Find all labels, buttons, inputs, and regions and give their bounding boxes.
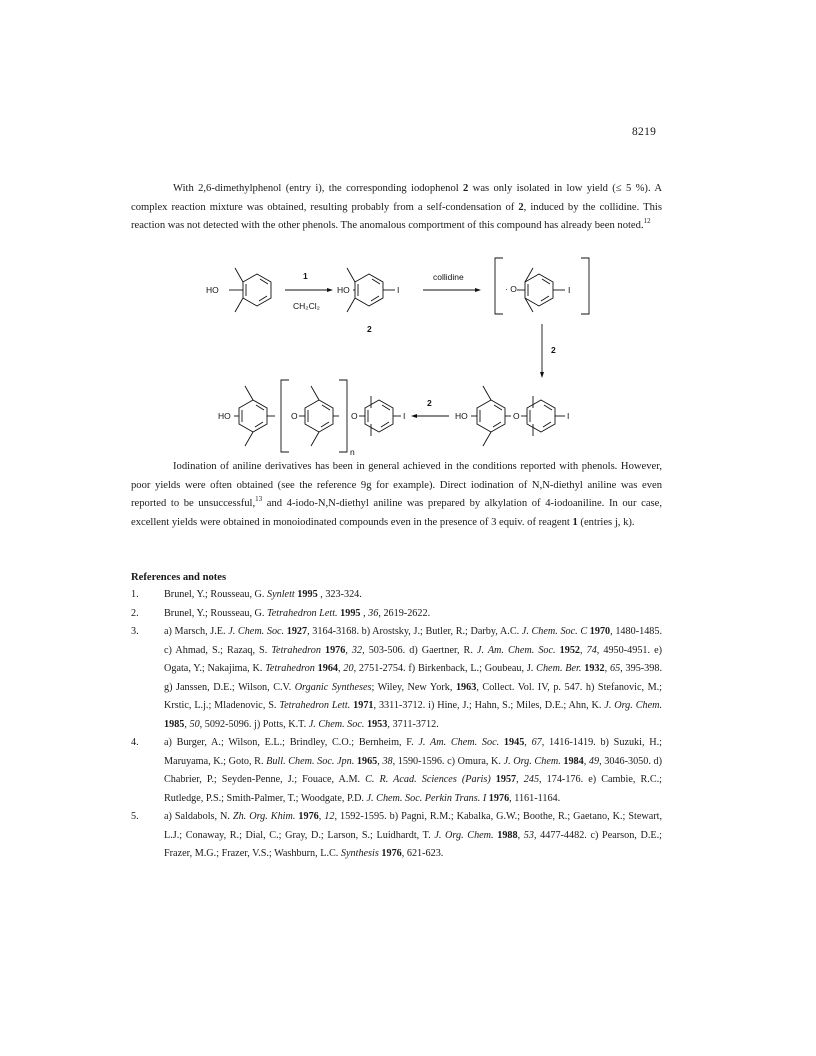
reference-item: 1. Brunel, Y.; Rousseau, G. Synlett 1995 , 323-324. (131, 589, 362, 600)
reference-item: 2. Brunel, Y.; Rousseau, G. Tetrahedron Lett. 1995 , 36, 2619-2622. (131, 607, 431, 619)
reference-item: 4. a) Burger, A.; Wilson, E.L.; Brindley, C.O.; Bernheim, F. J. Am. Chem. Soc. 1945, 67, 1416-1419. b) Suzuki, H.; Maruyama, K.; Goto, R. Bull. Chem. Soc. Jpn. 1965, 38, 1590-1596. c) Omura, K. J. Org. Chem. 1984, 49, 3046-3050. d) Chabrier, P.; Seyden-Penne, J.; Fouace, A.M. C. R. Acad. Sciences (Paris) 1957, 245, 174-176. e) Cambie, R.C.; Rutledge, P.S.; Smith-Palmer, T.; Woodgate, P.D. J. Chem. Soc. Perkin Trans. I 1976, 1161-1164. (131, 737, 663, 804)
compound-2-label: 2 (367, 324, 372, 334)
reagent-1-label: 1 (303, 271, 308, 281)
hydroxyl-label: HO (337, 285, 350, 295)
iodo-label: I (567, 411, 570, 421)
repeat-subscript: n (350, 447, 355, 457)
ether-oxygen-label: O (351, 411, 358, 421)
reaction-arrow-vertical (540, 324, 556, 378)
solvent-label: CH₂Cl₂ (293, 301, 320, 311)
reference-item: 5. a) Saldabols, N. Zh. Org. Khim. 1976, 12, 1592-1595. b) Pagni, R.M.; Kabalka, G.W.; Boothe, R.; Gaetano, K.; Stewart, L.J.; Conaway, R.; Dial, C.; Gray, D.; Larson, S.; Luidhardt, T. J. Org. Chem. 1988, 53, 4477-4482. c) Pearson, D.E.; Frazer, M.G.; Frazer, V.S.; Washburn, L.C. Synthesis 1976, 621-623. (131, 811, 662, 859)
arrow-2-label-vertical: 2 (551, 345, 556, 355)
iodo-label: I (403, 411, 406, 421)
iodo-label: I (397, 285, 400, 295)
phenoxide-oxygen-label: · O (505, 284, 517, 294)
reaction-scheme (195, 248, 615, 457)
reaction-arrow-collidine (423, 272, 481, 292)
polymer-product-structure (218, 380, 405, 457)
reaction-arrow-2 (411, 398, 449, 418)
arrow-2-label-horizontal: 2 (427, 398, 432, 408)
references-heading: References and notes (131, 572, 227, 583)
page-number: 8219 (632, 126, 657, 138)
paragraph-1: With 2,6-dimethylphenol (entry i), the corresponding iodophenol 2 was only isolated in low yield (≤ 5 %). A complex reaction mixture was obtained, resulting probably from a self-condensation of 2, induced by the collidine. This reaction was not detected with the other phenols. The anomalous comportment of this compound has already been noted.$^{12}$ (131, 183, 662, 232)
hydroxyl-label: HO (455, 411, 468, 421)
iodophenol-structure (337, 268, 399, 334)
reaction-arrow-1 (285, 271, 333, 311)
paragraph-2: Iodination of aniline derivatives has been in general achieved in the conditions reported with phenols. However, poor yields were often obtained (see the reference 9g for example). Direct iodination of N,N-diethyl aniline was even reported to be unsuccessful,$^{13}$ and 4-iodo-N,N-diethyl aniline was prepared by alkylation of 4-iodoaniline. In our case, excellent yields were obtained in monoiodinated compounds even in the presence of 3 equiv. of reagent 1 (entries j, k). (131, 461, 662, 528)
iodo-label: I (568, 285, 571, 295)
dimer-structure (455, 386, 569, 446)
ether-oxygen-label: O (513, 411, 520, 421)
dimethylphenol-structure (206, 268, 271, 312)
hydroxyl-label: HO (218, 411, 231, 421)
phenoxide-intermediate (495, 258, 589, 314)
reference-item: 3. a) Marsch, J.E. J. Chem. Soc. 1927, 3164-3168. b) Arostsky, J.; Butler, R.; Darby, A.C. J. Chem. Soc. C 1970, 1480-1485. c) Ahmad, S.; Razaq, S. Tetrahedron 1976, 32, 503-506. d) Gaertner, R. J. Am. Chem. Soc. 1952, 74, 4950-4951. e) Ogata, Y.; Nakajima, K. Tetrahedron 1964, 20, 2751-2754. f) Birkenback, L.; Goubeau, J. Chem. Ber. 1932, 65, 395-398. g) Janssen, D.E.; Wilson, C.V. Organic Syntheses; Wiley, New York, 1963, Collect. Vol. IV, p. 547. h) Stefanovic, M.; Krstic, L.j.; Mladenovic, S. Tetrahedron Lett. 1971, 3311-3712. i) Hine, J.; Hahn, S.; Miles, D.E.; Ahn, K. J. Org. Chem. 1985, 50, 5092-5096. j) Potts, K.T. J. Chem. Soc. 1953, 3711-3712. (131, 626, 663, 730)
references-list (131, 586, 662, 864)
ether-oxygen-label: O (291, 411, 298, 421)
hydroxyl-label: HO (206, 285, 219, 295)
collidine-label: collidine (433, 272, 464, 282)
